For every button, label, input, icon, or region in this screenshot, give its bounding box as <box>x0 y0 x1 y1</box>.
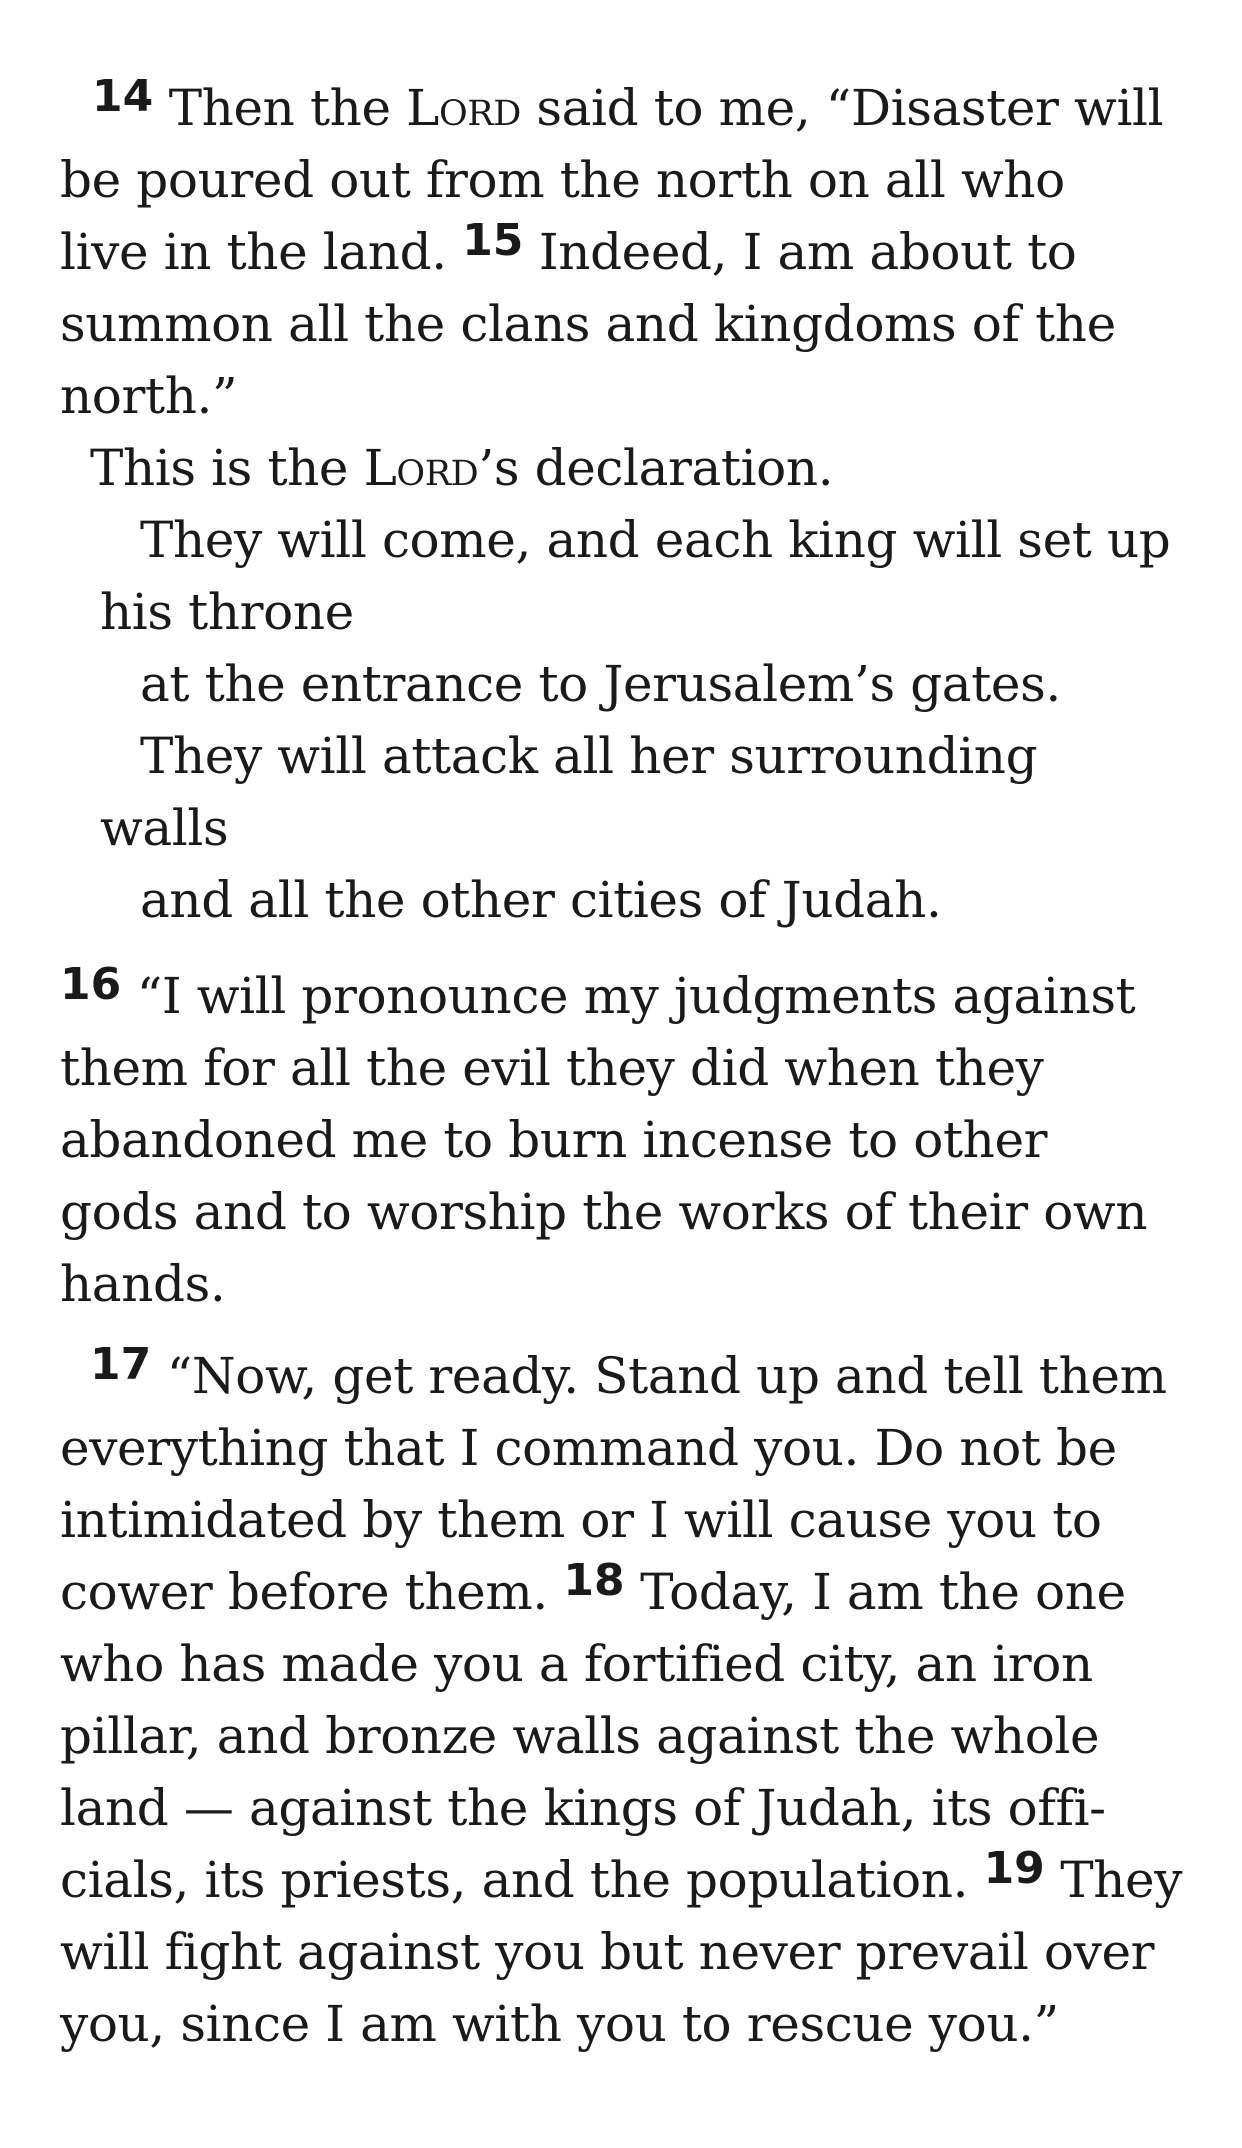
declaration-text-a: This is the <box>90 439 364 497</box>
verse-19-line-3: you, since I am with you to rescue you.” <box>60 1995 1059 2053</box>
poetry-line-1-cont: his throne <box>100 583 354 641</box>
verse-number-16: 16 <box>60 959 122 1010</box>
verse-16-line-1 <box>60 960 1135 1032</box>
verse-17-line-2: everything that I command you. Do not be <box>60 1419 1117 1477</box>
poetry-line-3: They will attack all her surrounding <box>140 727 1038 785</box>
verse-16-line-3: abandoned me to burn incense to other <box>60 1111 1048 1169</box>
lord-small-caps: Lord <box>363 439 479 497</box>
verse-18-line-3: pillar, and bronze walls against the whole <box>60 1707 1100 1765</box>
poetry-line-2: at the entrance to Jerusalem’s gates. <box>140 655 1061 713</box>
verse-number-19: 19 <box>983 1843 1045 1894</box>
verse-14-text-b: said to me, “Disaster will <box>520 79 1164 137</box>
verse-17-18-line <box>60 1556 1126 1628</box>
declaration-text-b: ’s declaration. <box>478 439 834 497</box>
lord-small-caps: Lord <box>406 79 521 137</box>
poetry-line-1: They will come, and each king will set up <box>140 511 1171 569</box>
verse-16-line-5: hands. <box>60 1255 226 1313</box>
verse-14-line-2: be poured out from the north on all who <box>60 151 1065 209</box>
declaration-line <box>90 432 833 504</box>
verse-14-15-line <box>60 216 1077 288</box>
verse-15-line-2: summon all the clans and kingdoms of the <box>60 295 1116 353</box>
verse-17-text-end: cower before them. <box>60 1563 564 1621</box>
verse-16-line-4: gods and to worship the works of their own <box>60 1183 1148 1241</box>
verse-19-line-2: will fight against you but never prevail over <box>60 1923 1155 1981</box>
verse-18-text-end: cials, its priests, and the population. <box>60 1851 984 1909</box>
verse-14-text-end: live in the land. <box>60 223 463 281</box>
poetry-line-4: and all the other cities of Judah. <box>140 871 942 929</box>
verse-15-text: Indeed, I am about to <box>523 223 1077 281</box>
verse-18-19-line <box>60 1844 1182 1916</box>
verse-number-14: 14 <box>92 71 154 122</box>
verse-14-text-a: Then the <box>168 79 407 137</box>
verse-19-text: They <box>1044 1851 1183 1909</box>
verse-14-line-1 <box>92 72 1163 144</box>
verse-18-line-4: land — against the kings of Judah, its offi- <box>60 1779 1106 1837</box>
verse-15-line-3: north.” <box>60 367 238 425</box>
verse-17-line-1 <box>90 1340 1167 1412</box>
verse-18-line-2: who has made you a fortified city, an iron <box>60 1635 1093 1693</box>
verse-number-18: 18 <box>563 1555 625 1606</box>
verse-17-line-3: intimidated by them or I will cause you to <box>60 1491 1102 1549</box>
verse-number-17: 17 <box>90 1339 152 1390</box>
verse-16-line-2: them for all the evil they did when they <box>60 1039 1044 1097</box>
verse-18-text: Today, I am the one <box>624 1563 1126 1621</box>
verse-16-text: “I will pronounce my judgments against <box>121 967 1136 1025</box>
poetry-line-3-cont: walls <box>100 799 229 857</box>
verse-number-15: 15 <box>462 215 524 266</box>
verse-17-text: “Now, get ready. Stand up and tell them <box>151 1347 1167 1405</box>
